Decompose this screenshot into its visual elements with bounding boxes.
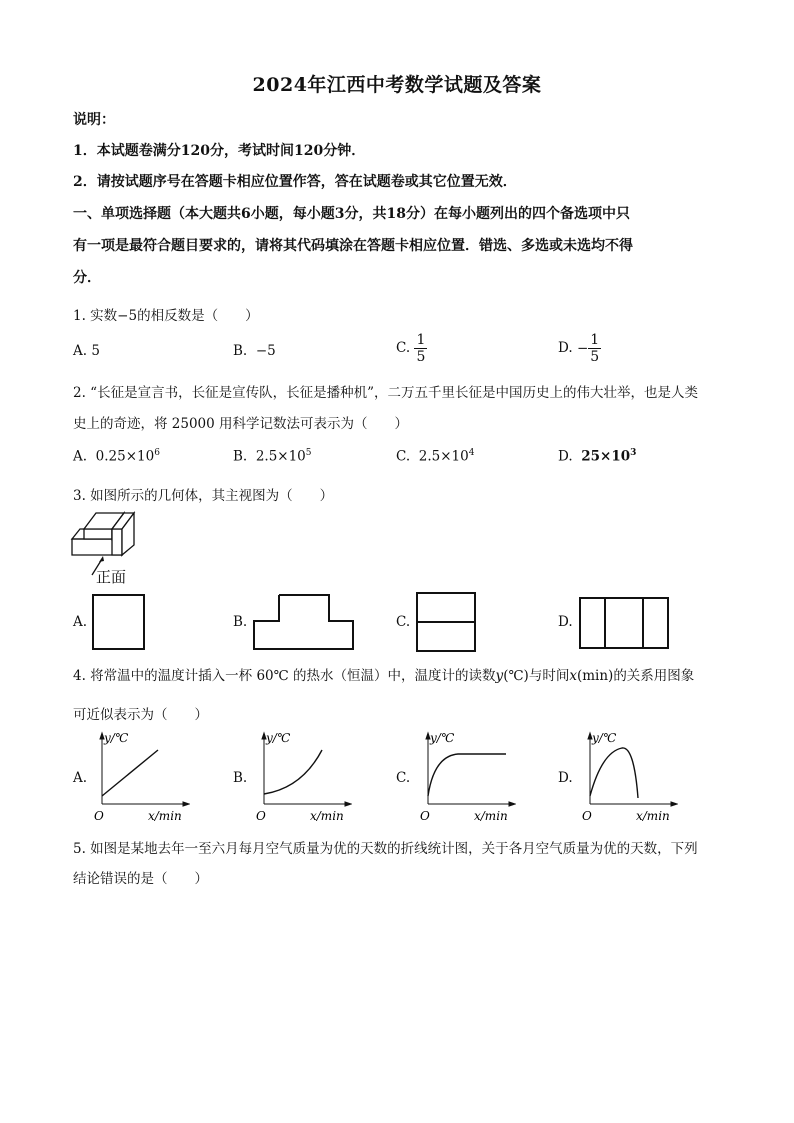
origin-label: O <box>256 809 266 823</box>
option-label: A. <box>73 343 88 359</box>
origin-label: O <box>420 809 430 823</box>
q1-stem-number: −5 <box>117 308 138 324</box>
section1-line3: 分． <box>73 270 101 286</box>
y-axis-label: y/℃ <box>266 731 291 745</box>
origin-label: O <box>582 809 592 823</box>
fraction: $\frac{1}{5}$ <box>590 332 600 365</box>
y-axis-label: y/℃ <box>104 731 129 745</box>
q3-option-a-label[interactable]: A. <box>73 614 88 630</box>
q3-option-a-figure[interactable] <box>92 594 146 650</box>
intro-note-1: 1．本试题卷满分120分，考试时间120分钟． <box>73 143 366 159</box>
option-value: 2.5×10 <box>255 448 306 465</box>
q4-line1-mid: 与时间 <box>528 668 570 684</box>
q3-option-b-label[interactable]: B. <box>233 614 248 630</box>
section1-line1: 一、单项选择题（本大题共6小题，每小题3分，共18分）在每小题列出的四个备选项中只 <box>73 206 630 222</box>
q4-line1 <box>73 664 694 684</box>
q4-var-y: y <box>495 668 504 684</box>
q4-option-b-label[interactable]: B. <box>233 770 248 786</box>
q2-line2: 史上的奇迹，将 25000 用科学记数法可表示为（ ） <box>73 416 409 432</box>
q3-stem: 3. 如图所示的几何体，其主视图为（ ） <box>73 488 334 504</box>
q2-option-c[interactable] <box>396 448 474 465</box>
option-exponent: 4 <box>468 448 475 458</box>
q4-unit-y: (℃) <box>503 668 529 684</box>
q4-option-b-graph[interactable] <box>252 728 352 826</box>
q3-front-label: 正面 <box>96 568 127 586</box>
page-title: 2024年江西中考数学试题及答案 <box>252 74 542 96</box>
x-axis-label: x/min <box>636 809 670 823</box>
q4-option-c-graph[interactable] <box>416 728 516 826</box>
x-axis-label: x/min <box>310 809 344 823</box>
q1-stem-pre: 1. 实数 <box>73 308 118 324</box>
option-value: 0.25×10 <box>95 448 155 465</box>
q1-option-b[interactable] <box>233 343 276 359</box>
option-label: C. <box>396 448 411 465</box>
q1-stem <box>73 304 259 324</box>
section1-line2: 有一项是最符合题目要求的，请将其代码填涂在答题卡相应位置．错选、多选或未选均不得 <box>73 238 633 254</box>
option-value: 25×10 <box>581 448 631 465</box>
option-label: B. <box>233 343 248 359</box>
option-label: A. <box>73 448 88 465</box>
option-exponent: 6 <box>154 448 160 458</box>
q1-option-d[interactable] <box>558 332 601 365</box>
q4-var-x: x <box>569 668 577 684</box>
q4-option-c-label[interactable]: C. <box>396 770 411 786</box>
option-value: −5 <box>255 343 276 359</box>
x-axis-label: x/min <box>474 809 508 823</box>
option-value: 2.5×10 <box>418 448 469 465</box>
option-label: D. <box>558 340 573 356</box>
q1-option-a[interactable] <box>73 343 100 359</box>
q2-option-b[interactable] <box>233 448 312 465</box>
intro-note-2: 2．请按试题序号在答题卡相应位置作答，答在试题卷或其它位置无效． <box>73 174 517 190</box>
option-exponent: 3 <box>630 448 637 458</box>
minus-sign: − <box>576 340 589 357</box>
q3-option-c-figure[interactable] <box>416 592 476 652</box>
q5-line2: 结论错误的是（ ） <box>73 871 208 887</box>
y-axis-label: y/℃ <box>430 731 455 745</box>
option-label: D. <box>558 448 573 465</box>
option-label: B. <box>233 448 248 465</box>
q4-option-d-graph[interactable] <box>578 728 678 826</box>
q3-option-c-label[interactable]: C. <box>396 614 411 630</box>
q3-option-d-figure[interactable] <box>579 597 669 649</box>
q4-line1-post: 的关系用图象 <box>613 668 695 684</box>
option-label: C. <box>396 340 411 356</box>
q1-option-c[interactable] <box>396 332 427 365</box>
q2-line1: 2. “长征是宣言书，长征是宣传队，长征是播种机”，二万五千里长征是中国历史上的伟大壮举，也是人类 <box>73 385 698 401</box>
q3-option-d-label[interactable]: D. <box>558 614 573 630</box>
intro-label: 说明： <box>73 112 115 128</box>
y-axis-label: y/℃ <box>592 731 617 745</box>
q5-line1: 5. 如图是某地去年一至六月每月空气质量为优的天数的折线统计图，关于各月空气质量为优的天数，下列 <box>73 841 698 857</box>
origin-label: O <box>94 809 104 823</box>
q4-unit-x: (min) <box>576 668 614 684</box>
q4-line1-pre: 4. 将常温中的温度计插入一杯 60℃ 的热水（恒温）中，温度计的读数 <box>73 668 496 684</box>
fraction: $\frac{1}{5}$ <box>416 332 426 365</box>
q1-stem-post: 的相反数是（ ） <box>137 308 259 324</box>
q2-option-a[interactable] <box>73 448 160 465</box>
q4-option-a-graph[interactable] <box>90 728 190 826</box>
q3-option-b-figure[interactable] <box>253 594 355 650</box>
q2-option-d[interactable] <box>558 448 636 465</box>
option-exponent: 5 <box>305 448 312 458</box>
x-axis-label: x/min <box>148 809 182 823</box>
q4-option-a-label[interactable]: A. <box>73 770 88 786</box>
q4-line2: 可近似表示为（ ） <box>73 707 208 723</box>
q4-option-d-label[interactable]: D. <box>558 770 573 786</box>
option-value: 5 <box>91 343 100 359</box>
